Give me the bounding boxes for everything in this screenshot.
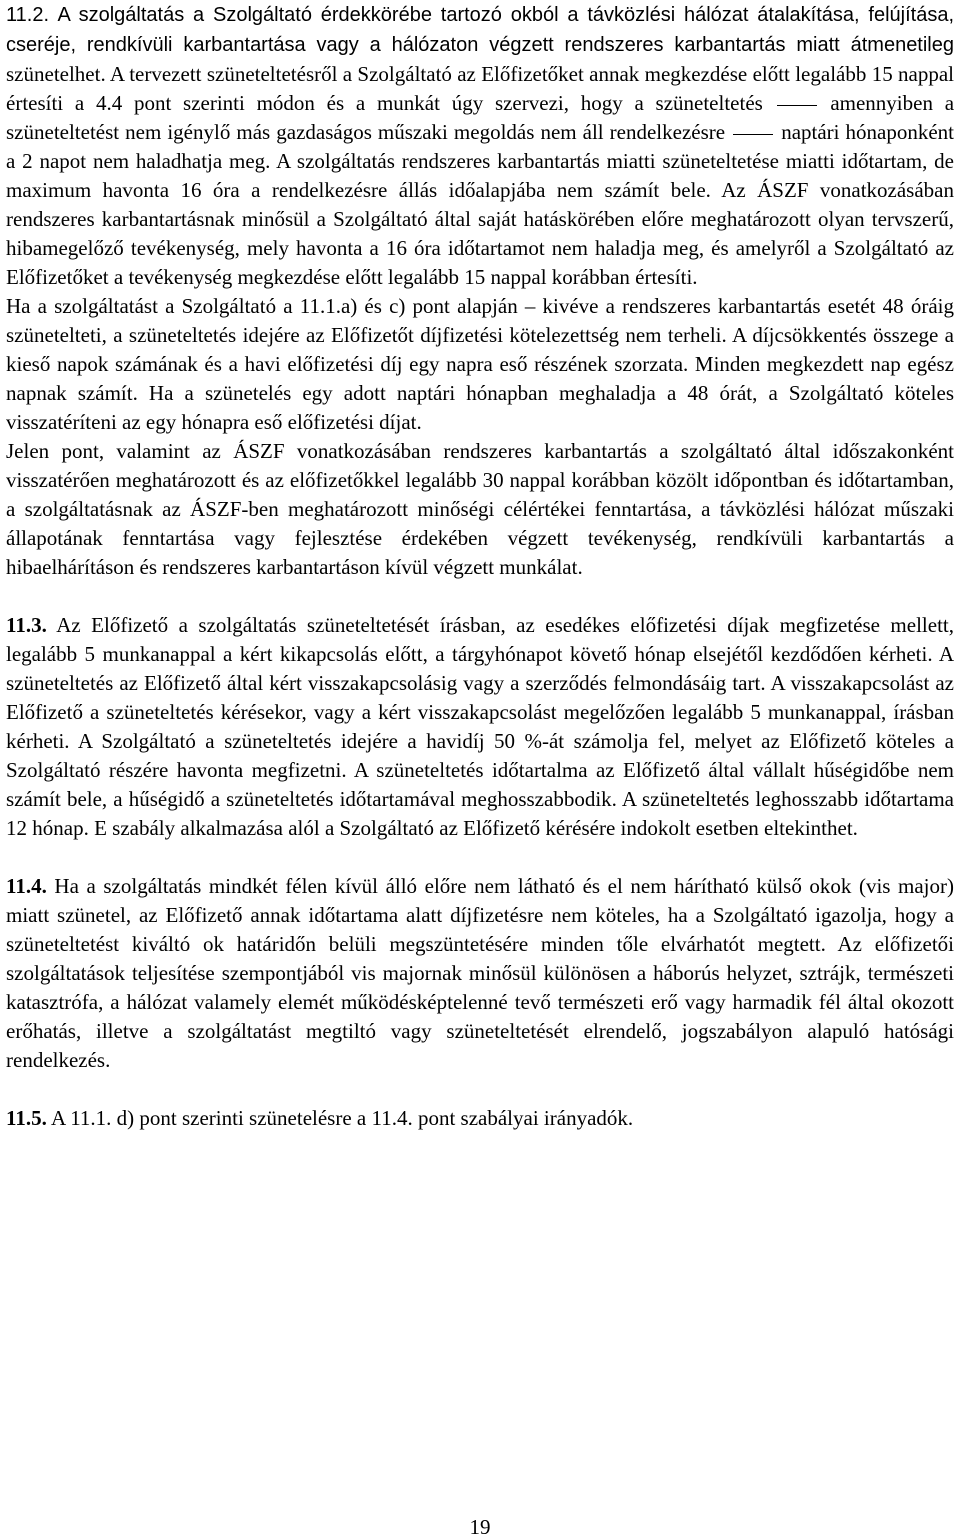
section-11-2-text-a: szünetelhet. A tervezett szüneteltetésről a Szolgáltató az Előfizetőket annak megkezdése előtt legalább 15 nappal értesíti a 4.4 pont szerinti módon és a munkát úgy szervezi, hogy a szüneteltetés [6,62,954,115]
section-11-3 [6,611,954,843]
document-page [6,0,954,1133]
section-11-5 [6,1104,954,1133]
paragraph-gap [6,1075,954,1104]
section-11-2-number: 11.2. [6,4,49,26]
em-dash-rule [733,134,773,135]
paragraph-gap [6,843,954,872]
section-11-2-para-2: Ha a szolgáltatást a Szolgáltató a 11.1.a) és c) pont alapján – kivéve a rendszeres karbantartás esetét 48 óráig szünetelteti, a szüneteltetés idejére az Előfizetőt díjfizetési kötelezettség nem terheli. A díjcsökkentés összege a kieső napok számának és a havi előfizetési díj egy napra eső részének szorzata. Minden megkezdett nap egész napnak számít. Ha a szünetelés egy adott naptári hónapban meghaladja a 48 órát, a Szolgáltató köteles visszatéríteni az egy hónapra eső előfizetési díjat. [6,294,954,434]
section-11-3-number: 11.3. [6,613,47,637]
section-11-3-text: Az Előfizető a szolgáltatás szüneteltetését írásban, az esedékes előfizetési díjak megfizetése mellett, legalább 5 munkanappal a kért kikapcsolás előtt, a tárgyhónapot követő hónap elsejétől kezdődően kérheti. A szüneteltetés az Előfizető által kért visszakapcsolásig vagy a szerződés felmondásáig tart. A visszakapcsolást az Előfizető a szüneteltetés kérésekor, vagy a kért visszakapcsolást megelőzően legalább 5 munkanappal, írásban kérheti. A Szolgáltató a szüneteltetés idejére a havidíj 50 %-át számolja fel, melyet az Előfizető köteles a Szolgáltató részére havonta megfizetni. A szüneteltetés időtartalma az Előfizető által vállalt hűségidőbe nem számít bele, a hűségidő a szüneteltetés időtartamával meghosszabbodik. A szüneteltetés leghosszabb időtartama 12 hónap. E szabály alkalmazása alól a Szolgáltató az Előfizető kérésére indokolt esetben eltekinthet. [6,613,954,840]
section-11-5-number: 11.5. [6,1106,47,1130]
paragraph-gap [6,582,954,611]
section-11-4-text: Ha a szolgáltatás mindkét félen kívül álló előre nem látható és el nem hárítható külső okok (vis major) miatt szünetel, az Előfizető annak időtartama alatt díjfizetésre nem köteles, ha a Szolgáltató igazolja, hogy a szüneteltetést kiváltó ok határidőn belüli megszüntetésére minden tőle elvárhatót megtett. Az előfizetői szolgáltatások teljesítése szempontjából vis majornak minősül különösen a háborús helyzet, sztrájk, természeti katasztrófa, a hálózat valamely elemét működésképtelenné tevő természeti erő vagy harmadik fél által okozott erőhatás, illetve a szolgáltatást megtiltó vagy szüneteltetését elrendelő, jogszabályon alapuló hatósági rendelkezés. [6,874,955,1072]
section-11-2-para-1 [6,0,954,292]
page-number: 19 [469,1515,491,1539]
section-11-4 [6,872,954,1075]
section-11-2-text-c: naptári hónaponként a 2 napot nem haladhatja meg. A szolgáltatás rendszeres karbantartás miatti szüneteltetése miatti időtartam, de maximum havonta 16 óra a rendelkezésre állás időalapjába nem számít bele. Az ÁSZF vonatkozásában rendszeres karbantartásnak minősül a Szolgáltató által saját hatáskörében előre meghatározott olyan tervszerű, hibamegelőző tevékenység, mely havonta a 16 óra időtartamot nem haladja meg, és amelyről a Szolgáltató az Előfizetőket a tevékenység megkezdése előtt legalább 15 nappal korábban értesíti. [6,120,955,289]
section-11-4-number: 11.4. [6,874,47,898]
section-11-2-sentence-1: A szolgáltatás a Szolgáltató érdekkörébe tartozó okból a távközlési hálózat átalakítása, felújítása, cseréje, rendkívüli karbantartása vagy a hálózaton végzett rendszeres karbantartás miatt átmenetileg [6,4,955,56]
em-dash-rule [777,105,817,106]
section-11-2-text-b: amennyiben a szüneteltetést nem igénylő más gazdaságos műszaki megoldás nem áll rendelkezésre [6,91,955,144]
section-11-5-text: A 11.1. d) pont szerinti szünetelésre a 11.4. pont szabályai irányadók. [50,1106,634,1130]
section-11-2-para-3: Jelen pont, valamint az ÁSZF vonatkozásában rendszeres karbantartás a szolgáltató által időszakonként visszatérően meghatározott és az előfizetőkkel legalább 30 nappal korábban közölt időpontban és időtartamban, a szolgáltatásnak az ÁSZF-ben meghatározott minőségi célértékei fenntartása, a távközlési hálózat műszaki állapotának fenntartása vagy fejlesztése érdekében végzett tevékenység, rendkívüli karbantartás a hibaelhárításon és rendszeres karbantartáson kívül végzett munkálat. [6,439,954,579]
